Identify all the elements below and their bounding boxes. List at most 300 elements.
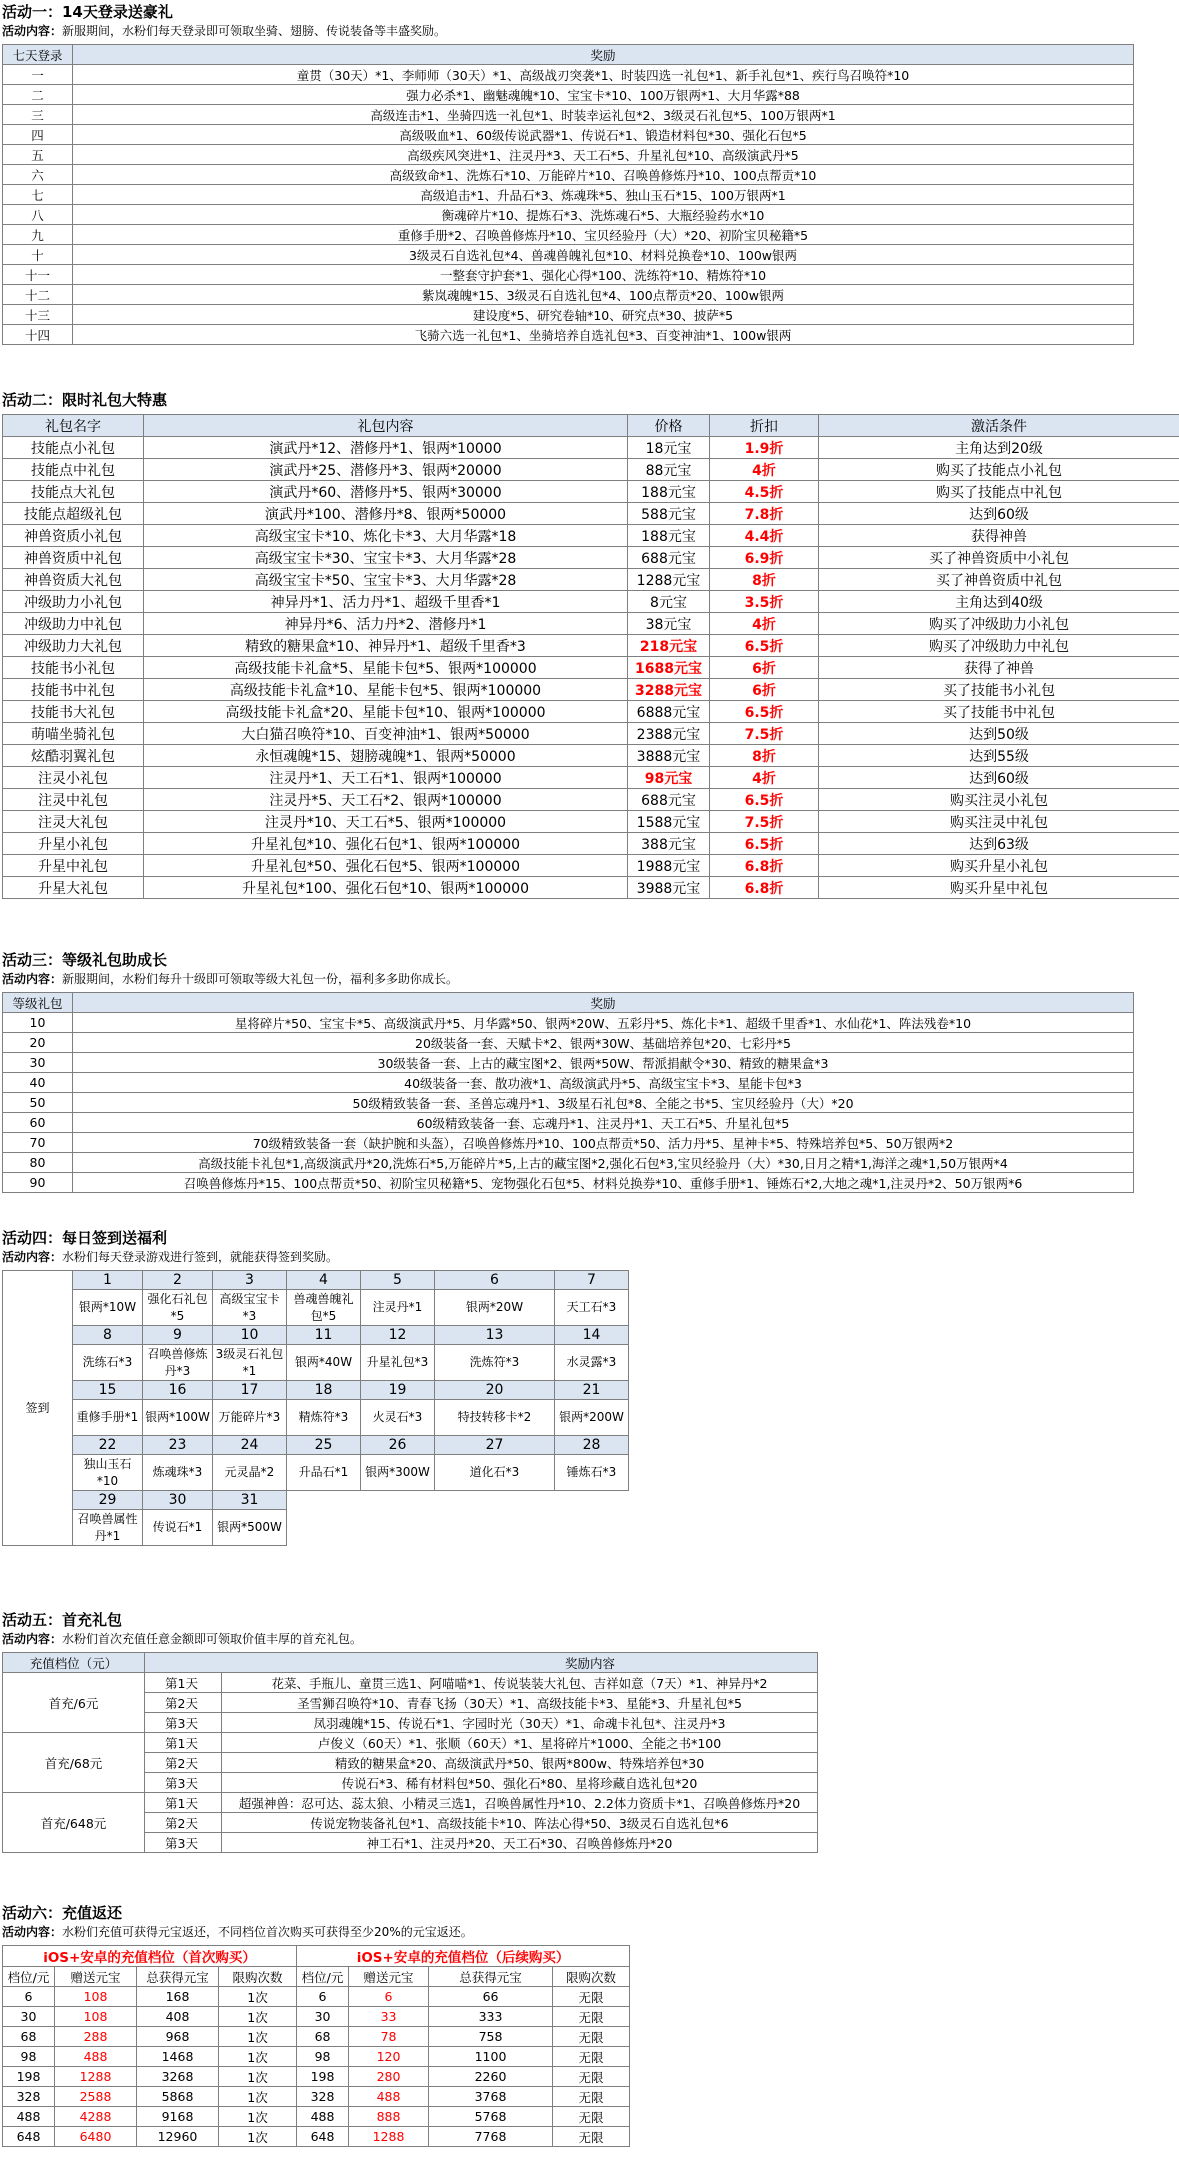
reward-cell: 精致的糖果盒*20、高级演武丹*50、银两*800w、特殊培养包*30 xyxy=(222,1753,818,1773)
pack-content-cell: 注灵丹*10、天工石*5、银两*100000 xyxy=(144,811,628,833)
level-cell: 40 xyxy=(3,1073,73,1093)
first-purchase-cell: 30 xyxy=(3,2007,55,2027)
first-purchase-cell: 168 xyxy=(137,1987,219,2007)
discount-cell: 3.5折 xyxy=(710,591,819,613)
day-number-cell: 13 xyxy=(435,1326,555,1345)
discount-cell: 4折 xyxy=(710,459,819,481)
first-purchase-cell: 488 xyxy=(3,2107,55,2127)
column-header: 礼包名字 xyxy=(3,415,144,437)
later-purchase-cell: 6 xyxy=(297,1987,349,2007)
table-row xyxy=(3,105,1134,125)
condition-cell: 主角达到40级 xyxy=(819,591,1179,613)
first-purchase-cell: 4288 xyxy=(55,2107,137,2127)
pack-name-cell: 技能书小礼包 xyxy=(3,657,144,679)
pack-name-cell: 技能点大礼包 xyxy=(3,481,144,503)
discount-cell: 6.5折 xyxy=(710,789,819,811)
table-row xyxy=(3,1153,1134,1173)
pack-name-cell: 技能点超级礼包 xyxy=(3,503,144,525)
pack-content-cell: 升星礼包*10、强化石包*1、银两*100000 xyxy=(144,833,628,855)
desc-text: 水粉们充值可获得元宝返还，不同档位首次购买可获得至少20%的元宝返还。 xyxy=(62,1925,473,1939)
discount-cell: 1.9折 xyxy=(710,437,819,459)
later-purchase-cell: 888 xyxy=(349,2107,429,2127)
column-header: 充值档位（元） xyxy=(3,1653,145,1673)
pack-name-cell: 注灵小礼包 xyxy=(3,767,144,789)
later-purchase-cell: 无限 xyxy=(553,2087,630,2107)
day-reward-cell: 强化石礼包*5 xyxy=(143,1290,213,1326)
activity-5-title: 活动五：首充礼包 xyxy=(2,1611,123,1629)
first-purchase-cell: 1次 xyxy=(219,2067,297,2087)
discount-cell: 6折 xyxy=(710,679,819,701)
pack-name-cell: 炫酷羽翼礼包 xyxy=(3,745,144,767)
pack-content-cell: 神异丹*1、活力丹*1、超级千里香*1 xyxy=(144,591,628,613)
discount-cell: 4折 xyxy=(710,613,819,635)
reward-cell: 一整套守护套*1、强化心得*100、洗练符*10、精炼符*10 xyxy=(73,265,1134,285)
reward-cell: 强力必杀*1、幽魅魂魄*10、宝宝卡*10、100万银两*1、大月华露*88 xyxy=(73,85,1134,105)
price-cell: 8元宝 xyxy=(628,591,710,613)
table-row xyxy=(3,205,1134,225)
day-reward-cell: 元灵晶*2 xyxy=(213,1455,287,1491)
activity-3-title: 活动三：等级礼包助成长 xyxy=(2,951,168,969)
day-reward-cell: 精炼符*3 xyxy=(287,1400,361,1436)
column-header: 奖励 xyxy=(73,993,1134,1013)
day-cell: 七 xyxy=(3,185,73,205)
day-reward-cell: 银两*200W xyxy=(555,1400,629,1436)
login-reward-table xyxy=(2,44,1134,345)
first-purchase-cell: 3268 xyxy=(137,2067,219,2087)
day-reward-cell: 传说石*1 xyxy=(143,1510,213,1546)
discount-cell: 7.5折 xyxy=(710,723,819,745)
day-reward-cell: 炼魂珠*3 xyxy=(143,1455,213,1491)
day-reward-cell: 银两*40W xyxy=(287,1345,361,1381)
table-row xyxy=(3,1987,630,2007)
reward-cell: 高级吸血*1、60级传说武器*1、传说石*1、锻造材料包*30、强化石包*5 xyxy=(73,125,1134,145)
reward-cell: 圣雪狮召唤符*10、青春飞扬（30天）*1、高级技能卡*3、星能*3、升星礼包*5 xyxy=(222,1693,818,1713)
reward-cell: 召唤兽修炼丹*15、100点帮贡*50、初阶宝贝秘籍*5、宠物强化石包*5、材料兑换券*10、重修手册*1、锤炼石*2,大地之魂*1,注灵丹*2、50万银两*6 xyxy=(73,1173,1134,1193)
day-number-cell: 29 xyxy=(73,1491,143,1510)
day-reward-cell: 水灵露*3 xyxy=(555,1345,629,1381)
day-reward-cell: 天工石*3 xyxy=(555,1290,629,1326)
later-purchase-cell: 33 xyxy=(349,2007,429,2027)
later-purchase-cell: 78 xyxy=(349,2027,429,2047)
price-cell: 218元宝 xyxy=(628,635,710,657)
pack-content-cell: 神异丹*6、活力丹*2、潜修丹*1 xyxy=(144,613,628,635)
day-reward-cell: 注灵丹*1 xyxy=(361,1290,435,1326)
condition-cell: 获得神兽 xyxy=(819,525,1179,547)
pack-name-cell: 神兽资质大礼包 xyxy=(3,569,144,591)
later-purchase-cell: 68 xyxy=(297,2027,349,2047)
pack-name-cell: 注灵大礼包 xyxy=(3,811,144,833)
pack-content-cell: 演武丹*60、潜修丹*5、银两*30000 xyxy=(144,481,628,503)
checkin-reward-row xyxy=(3,1400,629,1436)
day-number-cell: 16 xyxy=(143,1381,213,1400)
column-header: 折扣 xyxy=(710,415,819,437)
first-purchase-cell: 9168 xyxy=(137,2107,219,2127)
table-row xyxy=(3,525,1179,547)
first-purchase-cell: 1次 xyxy=(219,2127,297,2147)
table-row xyxy=(3,679,1179,701)
day-reward-cell: 银两*10W xyxy=(73,1290,143,1326)
column-header: 档位/元 xyxy=(297,1967,349,1987)
checkin-label: 签到 xyxy=(3,1271,73,1546)
desc-label: 活动内容： xyxy=(2,972,63,986)
day-cell: 第2天 xyxy=(145,1693,222,1713)
table-header xyxy=(3,45,1134,65)
table-row xyxy=(3,185,1134,205)
table-row xyxy=(3,245,1134,265)
day-reward-cell: 火灵石*3 xyxy=(361,1400,435,1436)
discount-cell: 6.8折 xyxy=(710,855,819,877)
price-cell: 3288元宝 xyxy=(628,679,710,701)
activity-3 xyxy=(2,950,1134,1193)
reward-cell: 60级精致装备一套、忘魂丹*1、注灵丹*1、天工石*5、升星礼包*5 xyxy=(73,1113,1134,1133)
reward-cell: 50级精致装备一套、圣兽忘魂丹*1、3级星石礼包*8、全能之书*5、宝贝经验丹（大）*20 xyxy=(73,1093,1134,1113)
condition-cell: 买了神兽资质中小礼包 xyxy=(819,547,1179,569)
column-header: 激活条件 xyxy=(819,415,1179,437)
table-row xyxy=(3,2007,630,2027)
table-title-row xyxy=(3,1946,630,1967)
later-purchase-cell: 120 xyxy=(349,2047,429,2067)
day-reward-cell: 高级宝宝卡*3 xyxy=(213,1290,287,1326)
table-row xyxy=(3,325,1134,345)
table-header xyxy=(3,1653,818,1673)
price-cell: 88元宝 xyxy=(628,459,710,481)
pack-name-cell: 技能书中礼包 xyxy=(3,679,144,701)
discount-cell: 6.5折 xyxy=(710,701,819,723)
desc-label: 活动内容： xyxy=(2,1250,63,1264)
day-number-cell: 1 xyxy=(73,1271,143,1290)
activity-3-desc xyxy=(2,970,1134,988)
condition-cell: 买了技能书小礼包 xyxy=(819,679,1179,701)
table-row xyxy=(3,613,1179,635)
price-cell: 3888元宝 xyxy=(628,745,710,767)
price-cell: 1688元宝 xyxy=(628,657,710,679)
later-purchase-cell: 488 xyxy=(297,2107,349,2127)
day-cell: 第3天 xyxy=(145,1833,222,1853)
price-cell: 98元宝 xyxy=(628,767,710,789)
first-purchase-cell: 1468 xyxy=(137,2047,219,2067)
day-number-cell: 7 xyxy=(555,1271,629,1290)
first-purchase-title: iOS+安卓的充值档位（首次购买） xyxy=(3,1946,297,1967)
checkin-day-number-row xyxy=(3,1436,629,1455)
day-reward-cell: 洗练石*3 xyxy=(73,1345,143,1381)
pack-content-cell: 精致的糖果盒*10、神异丹*1、超级千里香*3 xyxy=(144,635,628,657)
later-purchase-cell: 1100 xyxy=(429,2047,553,2067)
day-reward-cell: 召唤兽属性丹*1 xyxy=(73,1510,143,1546)
table-row xyxy=(3,767,1179,789)
condition-cell: 购买了技能点中礼包 xyxy=(819,481,1179,503)
column-header: 奖励内容 xyxy=(145,1653,818,1673)
day-reward-cell: 银两*20W xyxy=(435,1290,555,1326)
activity-4-desc xyxy=(2,1248,629,1266)
price-cell: 188元宝 xyxy=(628,481,710,503)
day-cell: 第1天 xyxy=(145,1673,222,1693)
checkin-reward-row xyxy=(3,1290,629,1326)
price-cell: 6888元宝 xyxy=(628,701,710,723)
pack-name-cell: 冲级助力小礼包 xyxy=(3,591,144,613)
table-header xyxy=(3,993,1134,1013)
first-purchase-cell: 198 xyxy=(3,2067,55,2087)
first-purchase-cell: 1次 xyxy=(219,2007,297,2027)
level-cell: 90 xyxy=(3,1173,73,1193)
later-purchase-cell: 488 xyxy=(349,2087,429,2107)
day-cell: 二 xyxy=(3,85,73,105)
day-cell: 第3天 xyxy=(145,1773,222,1793)
day-number-cell: 10 xyxy=(213,1326,287,1345)
price-cell: 588元宝 xyxy=(628,503,710,525)
day-cell: 第1天 xyxy=(145,1733,222,1753)
pack-name-cell: 神兽资质小礼包 xyxy=(3,525,144,547)
reward-cell: 高级追击*1、升品石*3、炼魂珠*5、独山玉石*15、100万银两*1 xyxy=(73,185,1134,205)
checkin-day-number-row xyxy=(3,1491,629,1510)
tier-cell: 首充/68元 xyxy=(3,1733,145,1793)
first-purchase-cell: 6 xyxy=(3,1987,55,2007)
later-purchase-cell: 30 xyxy=(297,2007,349,2027)
pack-name-cell: 萌喵坐骑礼包 xyxy=(3,723,144,745)
table-row xyxy=(3,745,1179,767)
reward-cell: 凤羽魂魄*15、传说石*1、字园时光（30天）*1、命魂卡礼包*、注灵丹*3 xyxy=(222,1713,818,1733)
column-header: 礼包内容 xyxy=(144,415,628,437)
day-cell: 第3天 xyxy=(145,1713,222,1733)
pack-name-cell: 升星中礼包 xyxy=(3,855,144,877)
first-purchase-cell: 98 xyxy=(3,2047,55,2067)
later-purchase-cell: 无限 xyxy=(553,2007,630,2027)
later-purchase-cell: 无限 xyxy=(553,1987,630,2007)
day-number-cell: 25 xyxy=(287,1436,361,1455)
day-number-cell: 2 xyxy=(143,1271,213,1290)
discount-cell: 6.9折 xyxy=(710,547,819,569)
desc-label: 活动内容： xyxy=(2,24,63,38)
pack-name-cell: 技能点小礼包 xyxy=(3,437,144,459)
discount-cell: 6.8折 xyxy=(710,877,819,899)
discount-cell: 4.5折 xyxy=(710,481,819,503)
first-purchase-cell: 648 xyxy=(3,2127,55,2147)
first-purchase-cell: 5868 xyxy=(137,2087,219,2107)
day-cell: 九 xyxy=(3,225,73,245)
later-purchase-cell: 7768 xyxy=(429,2127,553,2147)
table-row xyxy=(3,225,1134,245)
column-header: 赠送元宝 xyxy=(349,1967,429,1987)
price-cell: 3988元宝 xyxy=(628,877,710,899)
checkin-reward-row xyxy=(3,1455,629,1491)
discount-cell: 7.8折 xyxy=(710,503,819,525)
day-reward-cell: 银两*300W xyxy=(361,1455,435,1491)
table-row xyxy=(3,635,1179,657)
day-number-cell: 21 xyxy=(555,1381,629,1400)
reward-cell: 高级技能卡礼包*1,高级演武丹*20,洗炼石*5,万能碎片*5,上古的藏宝图*2,强化石包*3,宝贝经验丹（大）*30,日月之精*1,海洋之魂*1,50万银两*4 xyxy=(73,1153,1134,1173)
level-cell: 10 xyxy=(3,1013,73,1033)
condition-cell: 购买了冲级助力小礼包 xyxy=(819,613,1179,635)
first-charge-table xyxy=(2,1652,818,1853)
level-cell: 30 xyxy=(3,1053,73,1073)
later-purchase-cell: 无限 xyxy=(553,2067,630,2087)
level-cell: 20 xyxy=(3,1033,73,1053)
reward-cell: 建设度*5、研究卷轴*10、研究点*30、披萨*5 xyxy=(73,305,1134,325)
table-row xyxy=(3,789,1179,811)
later-purchase-title: iOS+安卓的充值档位（后续购买） xyxy=(297,1946,630,1967)
reward-cell: 飞骑六选一礼包*1、坐骑培养自选礼包*3、百变神油*1、100w银两 xyxy=(73,325,1134,345)
day-cell: 五 xyxy=(3,145,73,165)
day-number-cell: 27 xyxy=(435,1436,555,1455)
later-purchase-cell: 98 xyxy=(297,2047,349,2067)
day-number-cell: 23 xyxy=(143,1436,213,1455)
table-row xyxy=(3,2087,630,2107)
discount-cell: 4折 xyxy=(710,767,819,789)
reward-cell: 童贯（30天）*1、李师师（30天）*1、高级战刃突袭*1、时装四选一礼包*1、新手礼包*1、疾行鸟召唤符*10 xyxy=(73,65,1134,85)
checkin-reward-row xyxy=(3,1510,629,1546)
gift-pack-table xyxy=(2,414,1179,899)
day-cell: 四 xyxy=(3,125,73,145)
pack-name-cell: 技能书大礼包 xyxy=(3,701,144,723)
pack-content-cell: 演武丹*25、潜修丹*3、银两*20000 xyxy=(144,459,628,481)
condition-cell: 买了神兽资质中礼包 xyxy=(819,569,1179,591)
recharge-return-table xyxy=(2,1945,630,2147)
day-number-cell: 14 xyxy=(555,1326,629,1345)
reward-cell: 20级装备一套、天赋卡*2、银两*30W、基础培养包*20、七彩丹*5 xyxy=(73,1033,1134,1053)
first-purchase-cell: 328 xyxy=(3,2087,55,2107)
condition-cell: 达到60级 xyxy=(819,767,1179,789)
tier-cell: 首充/6元 xyxy=(3,1673,145,1733)
price-cell: 388元宝 xyxy=(628,833,710,855)
price-cell: 18元宝 xyxy=(628,437,710,459)
column-header: 赠送元宝 xyxy=(55,1967,137,1987)
discount-cell: 7.5折 xyxy=(710,811,819,833)
checkin-day-number-row xyxy=(3,1326,629,1345)
desc-text: 水粉们首次充值任意金额即可领取价值丰厚的首充礼包。 xyxy=(62,1632,363,1646)
table-row xyxy=(3,723,1179,745)
price-cell: 1588元宝 xyxy=(628,811,710,833)
day-cell: 第2天 xyxy=(145,1753,222,1773)
day-cell: 十一 xyxy=(3,265,73,285)
activity-1-title: 活动一：14天登录送豪礼 xyxy=(2,3,173,21)
column-header: 总获得元宝 xyxy=(429,1967,553,1987)
discount-cell: 6.5折 xyxy=(710,833,819,855)
pack-content-cell: 高级宝宝卡*10、炼化卡*3、大月华露*18 xyxy=(144,525,628,547)
table-row xyxy=(3,125,1134,145)
day-number-cell: 11 xyxy=(287,1326,361,1345)
first-purchase-cell: 288 xyxy=(55,2027,137,2047)
day-reward-cell: 银两*500W xyxy=(213,1510,287,1546)
table-row xyxy=(3,701,1179,723)
price-cell: 1988元宝 xyxy=(628,855,710,877)
price-cell: 188元宝 xyxy=(628,525,710,547)
later-purchase-cell: 无限 xyxy=(553,2027,630,2047)
pack-content-cell: 注灵丹*5、天工石*2、银两*100000 xyxy=(144,789,628,811)
condition-cell: 达到50级 xyxy=(819,723,1179,745)
day-cell: 十 xyxy=(3,245,73,265)
later-purchase-cell: 5768 xyxy=(429,2107,553,2127)
activity-5 xyxy=(2,1610,818,1853)
day-cell: 第1天 xyxy=(145,1793,222,1813)
desc-text: 新服期间，水粉们每升十级即可领取等级大礼包一份，福利多多助你成长。 xyxy=(62,972,459,986)
table-row xyxy=(3,833,1179,855)
discount-cell: 8折 xyxy=(710,569,819,591)
day-reward-cell: 锤炼石*3 xyxy=(555,1455,629,1491)
desc-text: 新服期间，水粉们每天登录即可领取坐骑、翅膀、传说装备等丰盛奖励。 xyxy=(62,24,447,38)
day-reward-cell: 重修手册*1 xyxy=(73,1400,143,1436)
level-gift-table xyxy=(2,992,1134,1193)
reward-cell: 高级疾风突进*1、注灵丹*3、天工石*5、升星礼包*10、高级演武丹*5 xyxy=(73,145,1134,165)
pack-content-cell: 升星礼包*100、强化石包*10、银两*100000 xyxy=(144,877,628,899)
column-header: 奖励 xyxy=(73,45,1134,65)
level-cell: 70 xyxy=(3,1133,73,1153)
condition-cell: 买了技能书中礼包 xyxy=(819,701,1179,723)
condition-cell: 购买注灵小礼包 xyxy=(819,789,1179,811)
price-cell: 1288元宝 xyxy=(628,569,710,591)
table-row xyxy=(3,437,1179,459)
table-row xyxy=(3,2027,630,2047)
table-row xyxy=(3,2127,630,2147)
later-purchase-cell: 648 xyxy=(297,2127,349,2147)
first-purchase-cell: 6480 xyxy=(55,2127,137,2147)
reward-cell: 超强神兽：忍可达、蕊太狼、小精灵三选1，召唤兽属性丹*10、2.2体力资质卡*1、召唤兽修炼丹*20 xyxy=(222,1793,818,1813)
activity-1 xyxy=(2,2,1134,345)
table-row xyxy=(3,1133,1134,1153)
column-header: 等级礼包 xyxy=(3,993,73,1013)
later-purchase-cell: 无限 xyxy=(553,2107,630,2127)
reward-cell: 3级灵石自选礼包*4、兽魂兽魄礼包*10、材料兑换卷*10、100w银两 xyxy=(73,245,1134,265)
checkin-day-number-row xyxy=(3,1381,629,1400)
later-purchase-cell: 无限 xyxy=(553,2047,630,2067)
table-row xyxy=(3,811,1179,833)
table-row xyxy=(3,1013,1134,1033)
day-number-cell: 9 xyxy=(143,1326,213,1345)
table-row xyxy=(3,481,1179,503)
later-purchase-cell: 758 xyxy=(429,2027,553,2047)
day-number-cell: 30 xyxy=(143,1491,213,1510)
table-row xyxy=(3,1033,1134,1053)
activity-6 xyxy=(2,1903,630,2147)
first-purchase-cell: 408 xyxy=(137,2007,219,2027)
day-number-cell: 22 xyxy=(73,1436,143,1455)
first-purchase-cell: 1288 xyxy=(55,2067,137,2087)
desc-label: 活动内容： xyxy=(2,1925,63,1939)
day-cell: 十二 xyxy=(3,285,73,305)
activity-4 xyxy=(2,1228,629,1546)
column-header: 七天登录 xyxy=(3,45,73,65)
day-number-cell: 20 xyxy=(435,1381,555,1400)
table-row xyxy=(3,1113,1134,1133)
table-row xyxy=(3,165,1134,185)
first-purchase-cell: 108 xyxy=(55,2007,137,2027)
reward-cell: 传说石*3、稀有材料包*50、强化石*80、星将珍藏自选礼包*20 xyxy=(222,1773,818,1793)
day-number-cell: 6 xyxy=(435,1271,555,1290)
day-reward-cell: 洗炼符*3 xyxy=(435,1345,555,1381)
pack-content-cell: 永恒魂魄*15、翅膀魂魄*1、银两*50000 xyxy=(144,745,628,767)
day-reward-cell: 升品石*1 xyxy=(287,1455,361,1491)
day-cell: 一 xyxy=(3,65,73,85)
first-purchase-cell: 1次 xyxy=(219,2087,297,2107)
first-purchase-cell: 68 xyxy=(3,2027,55,2047)
table-row xyxy=(3,1053,1134,1073)
condition-cell: 获得了神兽 xyxy=(819,657,1179,679)
table-row xyxy=(3,85,1134,105)
reward-cell: 卢俊义（60天）*1、张顺（60天）*1、星将碎片*1000、全能之书*100 xyxy=(222,1733,818,1753)
day-number-cell: 26 xyxy=(361,1436,435,1455)
condition-cell: 主角达到20级 xyxy=(819,437,1179,459)
first-purchase-cell: 488 xyxy=(55,2047,137,2067)
activity-2-title: 活动二：限时礼包大特惠 xyxy=(2,391,168,409)
checkin-reward-row xyxy=(3,1345,629,1381)
reward-cell: 30级装备一套、上古的藏宝图*2、银两*50W、帮派捐献令*30、精致的糖果盒*3 xyxy=(73,1053,1134,1073)
day-reward-cell: 独山玉石*10 xyxy=(73,1455,143,1491)
condition-cell: 达到55级 xyxy=(819,745,1179,767)
reward-cell: 传说宠物装备礼包*1、高级技能卡*10、阵法心得*50、3级灵石自选礼包*6 xyxy=(222,1813,818,1833)
day-number-cell: 31 xyxy=(213,1491,287,1510)
checkin-day-number-row xyxy=(3,1271,629,1290)
activity-2 xyxy=(2,390,1179,899)
table-row xyxy=(3,1673,818,1693)
pack-content-cell: 高级宝宝卡*30、宝宝卡*3、大月华露*28 xyxy=(144,547,628,569)
